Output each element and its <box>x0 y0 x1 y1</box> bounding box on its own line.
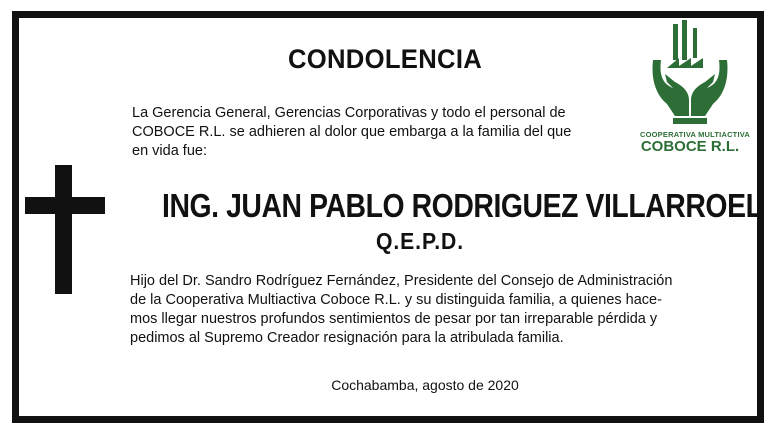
message-line: pedimos al Supremo Creador resignación para la atribulada familia. <box>130 330 564 346</box>
intro-line: COBOCE R.L. se adhieren al dolor que embarga a la familia del que <box>132 124 572 140</box>
message-line: de la Cooperativa Multiactiva Coboce R.L. y su distinguida familia, a quienes hace- <box>130 292 662 308</box>
logo-name: COBOCE R.L. <box>640 138 740 155</box>
notice-title: CONDOLENCIA <box>287 44 483 74</box>
factory-hands-logo-icon <box>645 20 735 128</box>
intro-paragraph <box>132 104 612 161</box>
message-line: Hijo del Dr. Sandro Rodríguez Fernández, Presidente del Consejo de Administración <box>130 273 673 289</box>
place-date: Cochabamba, agosto de 2020 <box>331 377 519 393</box>
intro-line: La Gerencia General, Gerencias Corporativas y todo el personal de <box>132 105 566 121</box>
message-paragraph <box>130 272 730 348</box>
coboce-logo <box>640 20 751 155</box>
qepd-label: Q.E.P.D. <box>375 228 465 254</box>
cross-vertical-bar <box>55 165 72 294</box>
deceased-name: ING. JUAN PABLO RODRIGUEZ VILLARROEL <box>162 187 763 224</box>
intro-line: en vida fue: <box>132 143 207 159</box>
message-line: mos llegar nuestros profundos sentimientos de pesar por tan irreparable pérdida y <box>130 311 658 327</box>
logo-subtitle: COOPERATIVA MULTIACTIVA <box>640 130 751 139</box>
cross-horizontal-bar <box>25 197 105 214</box>
